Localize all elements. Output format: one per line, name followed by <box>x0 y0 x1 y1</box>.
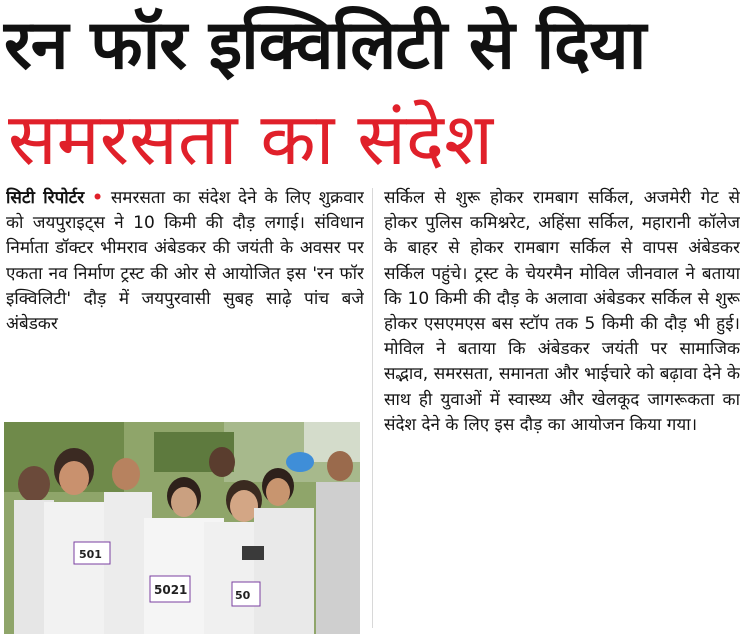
runners-photo-illustration <box>4 422 360 634</box>
bib-number: 5021 <box>154 583 188 597</box>
article-text-left: समरसता का संदेश देने के लिए शुक्रवार को जयपुराइट्स ने 10 किमी की दौड़ लगाई। संविधान निर्माता डॉक्टर भीमराव अंबेडकर की जयंती के अवसर पर एकता नव निर्माण ट्रस्ट की ओर से आयोजित इस 'रन फॉर इक्विलिटी' दौड़ में जयपुरवासी सुबह साढ़े पांच बजे अंबेडकर <box>6 188 364 335</box>
article-column-left <box>6 186 364 406</box>
bullet-icon: • <box>92 188 103 208</box>
headline-line-2: समरसता का संदेश <box>8 97 494 181</box>
article-text-right: सर्किल से शुरू होकर रामबाग सर्किल, अजमेरी गेट से होकर पुलिस कमिश्नरेट, अहिंसा सर्किल, महारानी कॉलेज के बाहर से होकर रामबाग सर्किल से वापस अंबेडकर सर्किल पहुंचे। ट्रस्ट के चेयरमैन मोविल जीनवाल ने बताया कि 10 किमी की दौड़ के अलावा अंबेडकर सर्किल से शुरू होकर एसएमएस बस स्टॉप तक 5 किमी की दौड़ भी हुई। मोविल ने बताया कि अंबेडकर जयंती पर सामाजिक सद्भाव, समरसता, समानता और भाईचारे को बढ़ावा देने के साथ ही युवाओं में स्वास्थ्य और खेलकूद जागरूकता का संदेश देने के लिए इस दौड़ का आयोजन किया गया। <box>384 188 740 435</box>
column-divider <box>372 188 373 628</box>
byline: सिटी रिपोर्टर <box>6 188 85 208</box>
news-photo <box>4 422 360 634</box>
headline-line-1: रन फॉर इक्विलिटी से दिया <box>4 6 646 85</box>
bib-number: 501 <box>79 548 102 561</box>
article-column-right <box>384 186 740 630</box>
bib-number: 50 <box>235 589 251 602</box>
